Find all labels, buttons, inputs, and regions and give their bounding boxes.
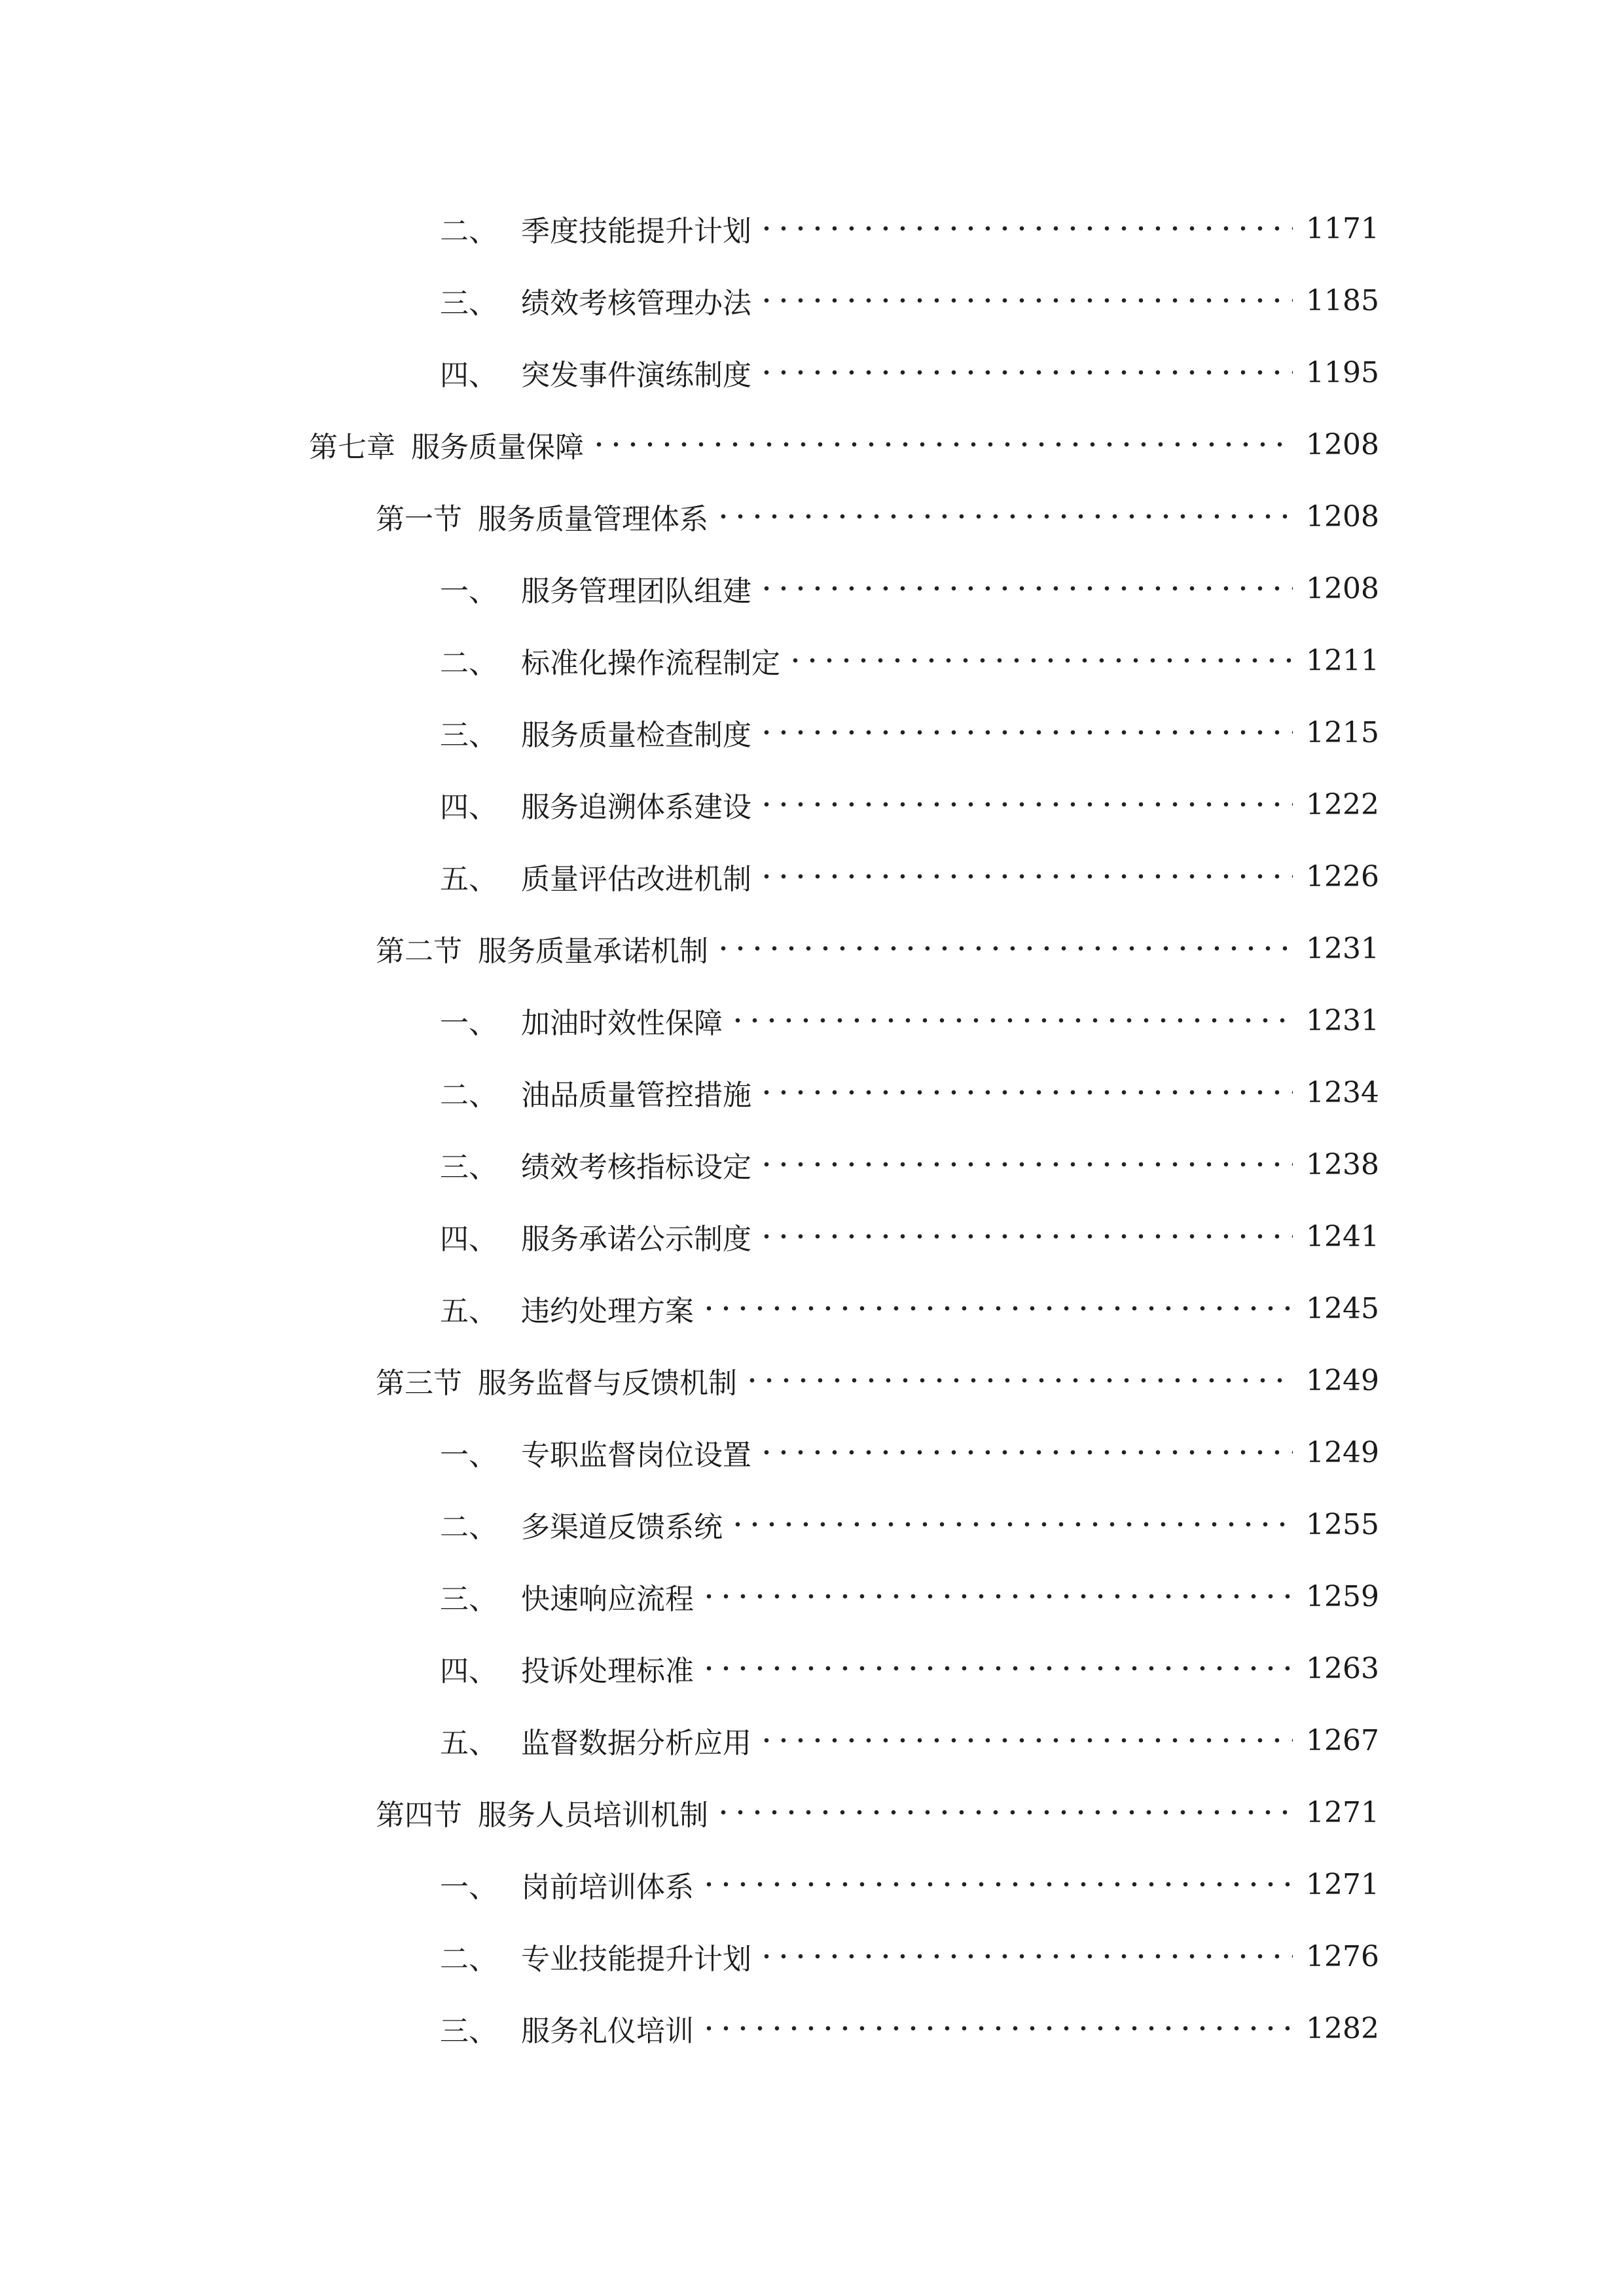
dot-leader <box>700 1593 1293 1600</box>
toc-entry-page: 1267 <box>1306 1723 1379 1757</box>
toc-entry-number: 二、 <box>440 1943 497 1976</box>
dot-leader <box>758 297 1293 304</box>
toc-entry[interactable] <box>440 1858 1379 1910</box>
toc-entry-number: 第七章 <box>309 431 395 464</box>
toc-entry-title: 服务质量管理体系 <box>478 503 708 536</box>
toc-entry-page: 1195 <box>1306 355 1379 389</box>
toc-entry-title: 专业技能提升计划 <box>521 1943 751 1976</box>
dot-leader <box>715 513 1293 520</box>
dot-leader <box>758 585 1293 592</box>
toc-entry[interactable] <box>440 2002 1379 2054</box>
toc-entry-number: 二、 <box>440 215 497 248</box>
toc-entry[interactable] <box>440 1426 1379 1479</box>
toc-entry-title: 季度技能提升计划 <box>521 215 751 248</box>
dot-leader <box>715 945 1293 952</box>
toc-entry-title: 突发事件演练制度 <box>521 359 751 392</box>
toc-entry-chapter[interactable] <box>309 418 1379 471</box>
toc-entry-page: 1271 <box>1306 1867 1379 1901</box>
toc-entry-page: 1249 <box>1306 1435 1379 1469</box>
toc-entry-title: 投诉处理标准 <box>521 1655 694 1688</box>
toc-entry-title: 服务质量承诺机制 <box>478 935 708 968</box>
toc-entry[interactable] <box>440 1138 1379 1191</box>
toc-entry-page: 1231 <box>1306 931 1379 965</box>
toc-entry-page: 1208 <box>1306 499 1379 533</box>
toc-entry[interactable] <box>440 346 1379 399</box>
dot-leader <box>758 225 1293 232</box>
dot-leader <box>590 441 1293 448</box>
toc-entry-title: 服务监督与反馈机制 <box>478 1367 737 1400</box>
toc-entry-number: 五、 <box>440 1295 497 1328</box>
dot-leader <box>758 801 1293 808</box>
toc-entry-number: 四、 <box>440 359 497 392</box>
toc-entry-page: 1231 <box>1306 1003 1379 1037</box>
dot-leader <box>758 1953 1293 1960</box>
toc-entry-section[interactable] <box>376 922 1379 975</box>
toc-entry-title: 服务承诺公示制度 <box>521 1223 751 1256</box>
toc-entry[interactable] <box>440 1066 1379 1119</box>
toc-entry-title: 服务质量保障 <box>411 431 584 464</box>
toc-entry-page: 1263 <box>1306 1651 1379 1685</box>
toc-entry-page: 1271 <box>1306 1795 1379 1829</box>
toc-entry-number: 第三节 <box>376 1367 462 1400</box>
toc-entry-title: 绩效考核管理办法 <box>521 287 751 320</box>
toc-entry-page: 1245 <box>1306 1291 1379 1325</box>
dot-leader <box>758 1161 1293 1168</box>
toc-entry-number: 一、 <box>440 575 497 608</box>
toc-entry-page: 1241 <box>1306 1219 1379 1253</box>
toc-entry-page: 1208 <box>1306 427 1379 461</box>
toc-entry-page: 1211 <box>1306 643 1379 677</box>
toc-entry-page: 1222 <box>1306 787 1379 821</box>
toc-entry-number: 一、 <box>440 1007 497 1040</box>
dot-leader <box>729 1017 1293 1024</box>
dot-leader <box>758 729 1293 736</box>
toc-entry-number: 四、 <box>440 791 497 824</box>
toc-entry-page: 1249 <box>1306 1363 1379 1397</box>
toc-entry-title: 标准化操作流程制定 <box>521 647 780 680</box>
toc-entry-page: 1185 <box>1306 283 1379 317</box>
toc-entry[interactable] <box>440 778 1379 831</box>
toc-entry-section[interactable] <box>376 1786 1379 1839</box>
dot-leader <box>700 1665 1293 1672</box>
toc-entry-title: 加油时效性保障 <box>521 1007 723 1040</box>
toc-entry-title: 服务管理团队组建 <box>521 575 751 608</box>
dot-leader <box>758 369 1293 376</box>
dot-leader <box>758 873 1293 880</box>
toc-entry-page: 1208 <box>1306 571 1379 605</box>
toc-entry[interactable] <box>440 202 1379 255</box>
toc-entry-number: 第一节 <box>376 503 462 536</box>
toc-entry-number: 二、 <box>440 647 497 680</box>
toc-entry-title: 岗前培训体系 <box>521 1871 694 1904</box>
toc-entry[interactable] <box>440 1282 1379 1335</box>
toc-entry[interactable] <box>440 1714 1379 1767</box>
dot-leader <box>700 1305 1293 1312</box>
dot-leader <box>758 1737 1293 1744</box>
toc-entry-number: 二、 <box>440 1079 497 1112</box>
toc-entry[interactable] <box>440 1210 1379 1263</box>
toc-entry-number: 三、 <box>440 2015 497 2048</box>
toc-entry-title: 质量评估改进机制 <box>521 863 751 896</box>
toc-entry-number: 四、 <box>440 1655 497 1688</box>
toc-entry-number: 三、 <box>440 1151 497 1184</box>
toc-entry-page: 1276 <box>1306 1939 1379 1973</box>
toc-entry-page: 1226 <box>1306 859 1379 893</box>
toc-entry-number: 第二节 <box>376 935 462 968</box>
toc-entry-section[interactable] <box>376 1354 1379 1407</box>
toc-entry-number: 五、 <box>440 1727 497 1760</box>
toc-entry[interactable] <box>440 850 1379 903</box>
dot-leader <box>758 1449 1293 1456</box>
toc-entry-number: 一、 <box>440 1871 497 1904</box>
toc-entry[interactable] <box>440 1498 1379 1551</box>
dot-leader <box>700 1881 1293 1888</box>
toc-entry[interactable] <box>440 1930 1379 1982</box>
dot-leader <box>758 1233 1293 1240</box>
toc-entry-title: 绩效考核指标设定 <box>521 1151 751 1184</box>
toc-entry[interactable] <box>440 274 1379 327</box>
toc-entry-page: 1282 <box>1306 2011 1379 2045</box>
toc-entry-title: 服务礼仪培训 <box>521 2015 694 2048</box>
toc-entry-title: 专职监督岗位设置 <box>521 1439 751 1472</box>
toc-entry-page: 1171 <box>1306 211 1379 245</box>
dot-leader <box>758 1089 1293 1096</box>
toc-entry-title: 违约处理方案 <box>521 1295 694 1328</box>
toc-entry-title: 服务质量检查制度 <box>521 719 751 752</box>
dot-leader <box>700 2025 1293 2032</box>
toc-entry-title: 快速响应流程 <box>521 1583 694 1616</box>
toc-entry-number: 二、 <box>440 1511 497 1544</box>
toc-entry-title: 多渠道反馈系统 <box>521 1511 723 1544</box>
toc-entry[interactable] <box>440 994 1379 1047</box>
toc-entry-number: 三、 <box>440 719 497 752</box>
toc-entry-number: 五、 <box>440 863 497 896</box>
dot-leader <box>715 1809 1293 1816</box>
toc-entry-page: 1259 <box>1306 1579 1379 1613</box>
dot-leader <box>787 657 1293 664</box>
toc-entry[interactable] <box>440 1642 1379 1695</box>
toc-entry-number: 第四节 <box>376 1799 462 1832</box>
toc-entry-number: 三、 <box>440 1583 497 1616</box>
toc-entry-page: 1255 <box>1306 1507 1379 1541</box>
toc-entry[interactable] <box>440 706 1379 759</box>
toc-entry-title: 服务人员培训机制 <box>478 1799 708 1832</box>
toc-entry-number: 四、 <box>440 1223 497 1256</box>
toc-entry-number: 一、 <box>440 1439 497 1472</box>
toc-entry-section[interactable] <box>376 490 1379 543</box>
toc-entry-page: 1238 <box>1306 1147 1379 1181</box>
toc-entry[interactable] <box>440 1570 1379 1623</box>
toc-entry[interactable] <box>440 634 1379 687</box>
toc-entry-title: 服务追溯体系建设 <box>521 791 751 824</box>
dot-leader <box>744 1377 1293 1384</box>
toc-entry-page: 1215 <box>1306 715 1379 749</box>
toc-entry-page: 1234 <box>1306 1075 1379 1109</box>
toc-entry-number: 三、 <box>440 287 497 320</box>
toc-entry[interactable] <box>440 562 1379 615</box>
toc-entry-title: 监督数据分析应用 <box>521 1727 751 1760</box>
toc-entry-title: 油品质量管控措施 <box>521 1079 751 1112</box>
dot-leader <box>729 1521 1293 1528</box>
